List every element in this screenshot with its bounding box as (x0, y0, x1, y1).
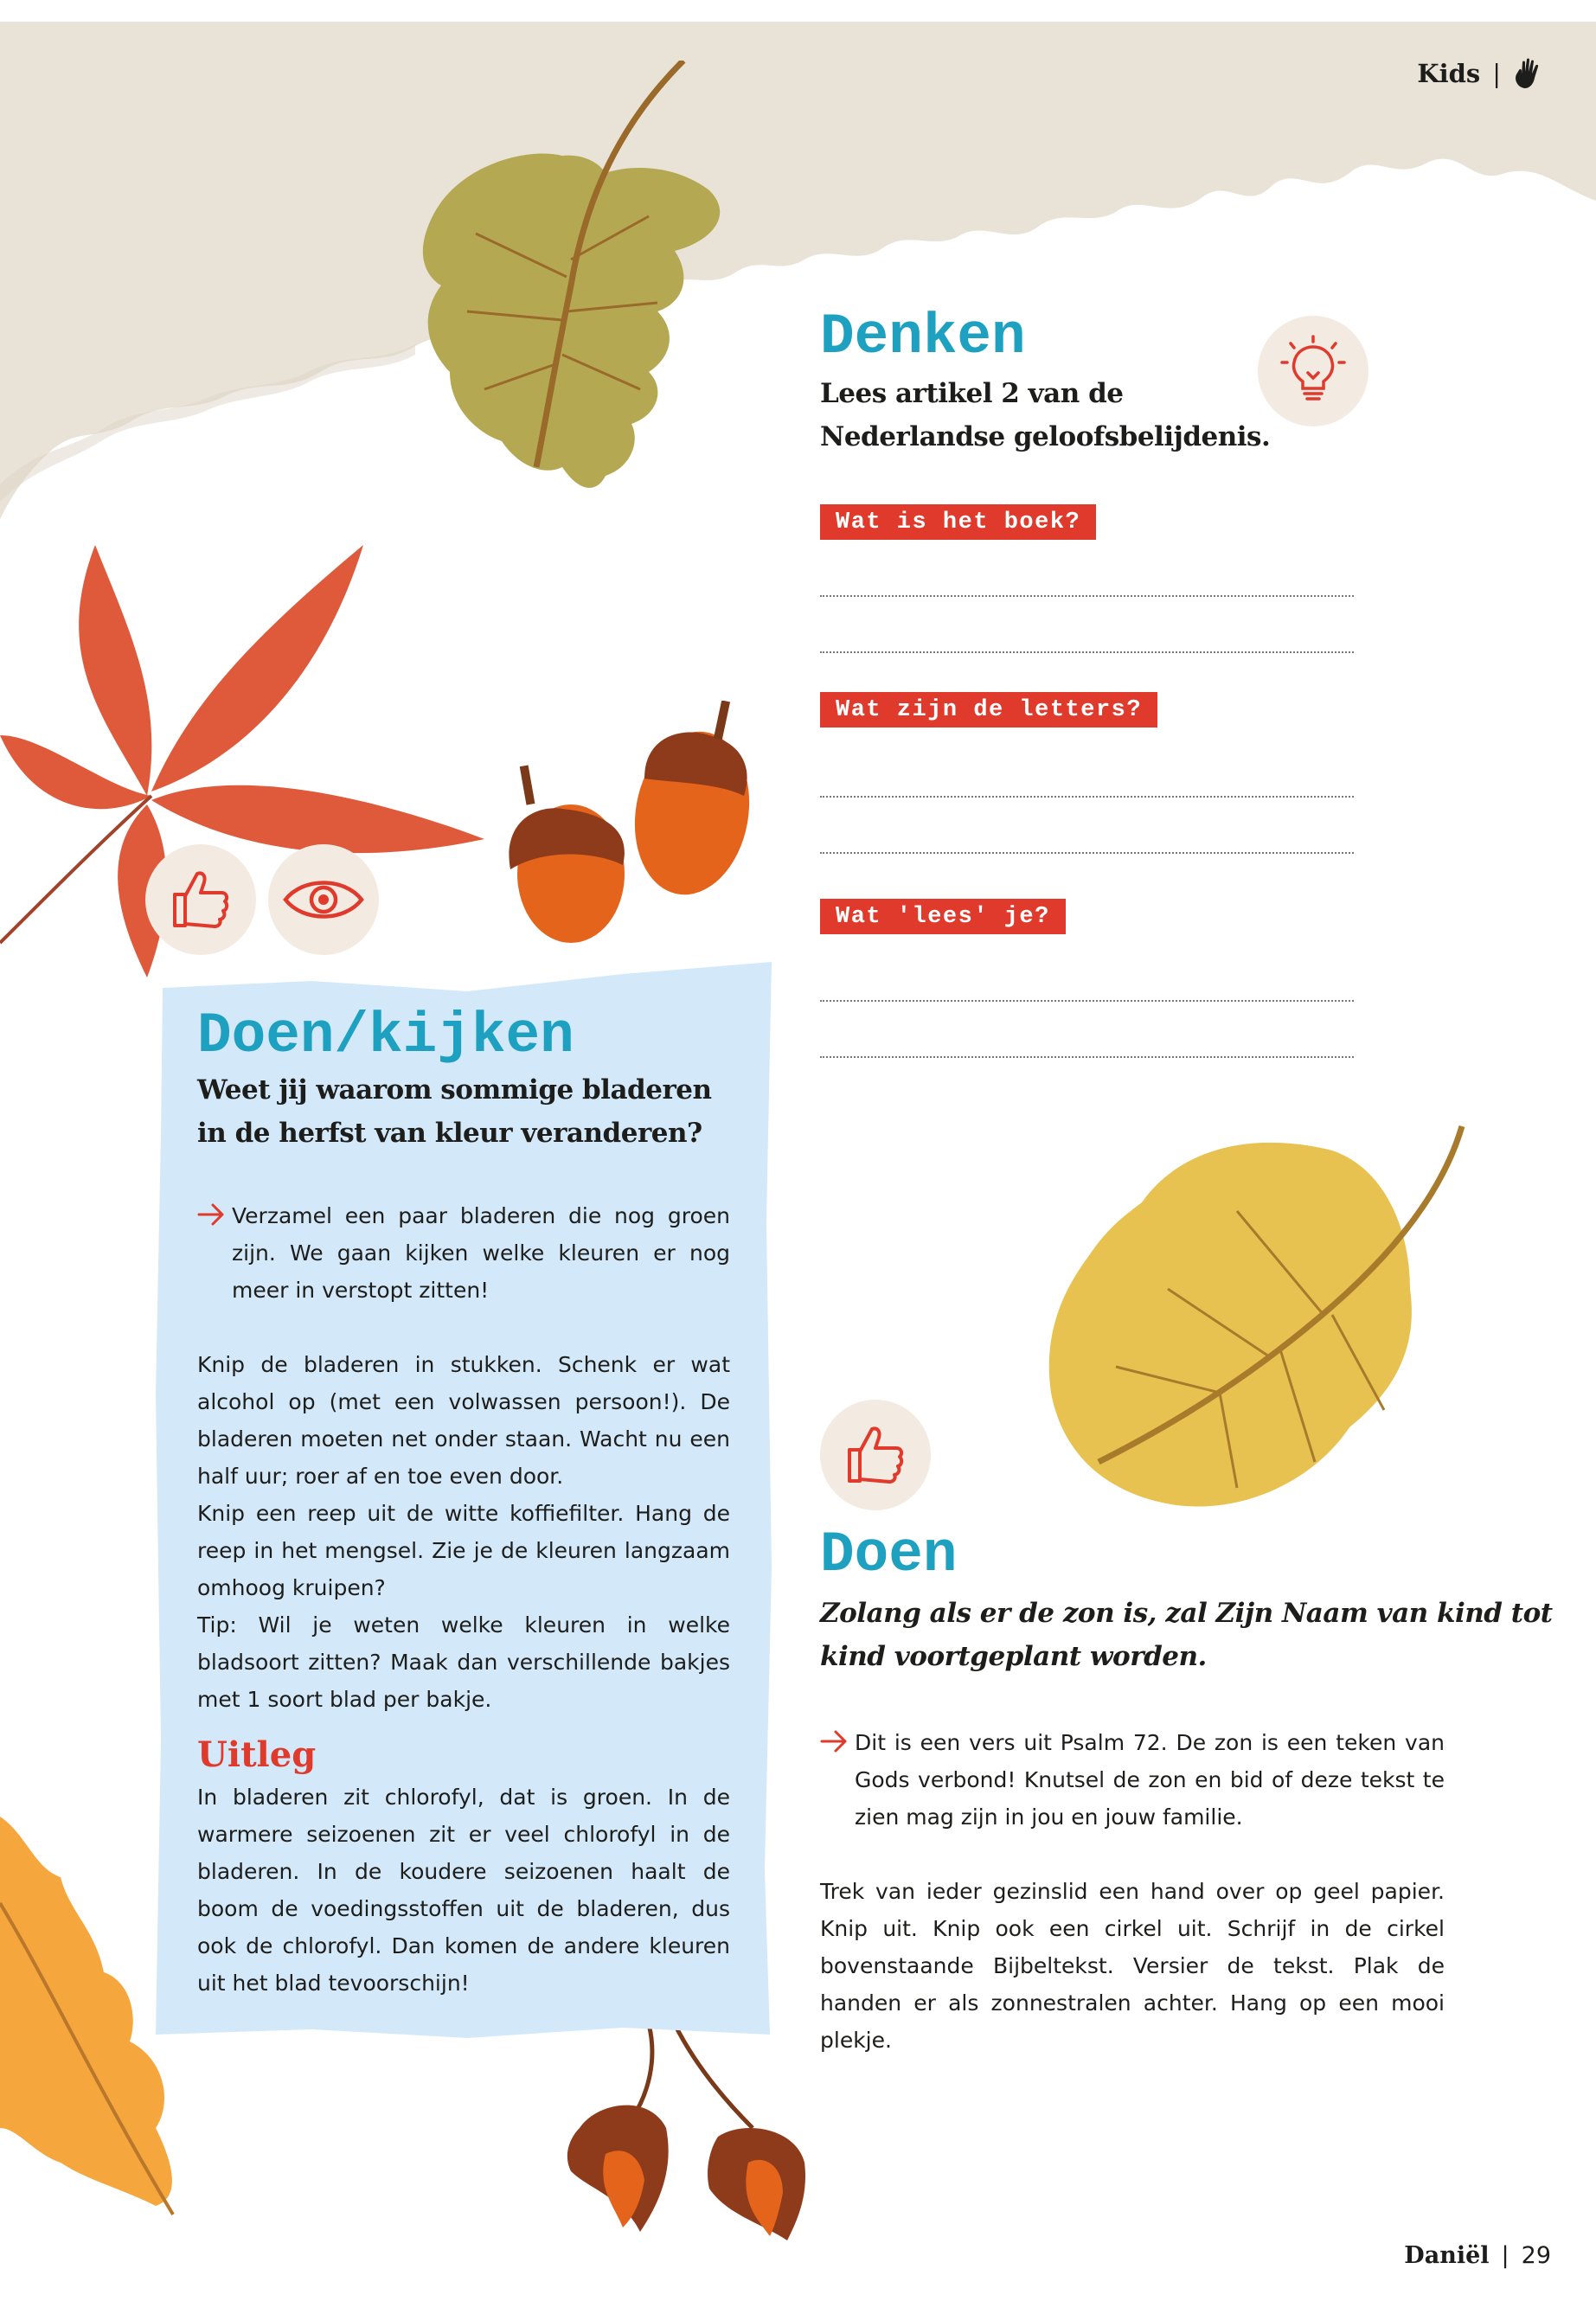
paragraph: Knip de bladeren in stukken. Schenk er wat alcohol op (met een volwassen persoon!). De bladeren moeten net onder staan. Wacht nu een half uur; roer af en toe even door. (197, 1352, 730, 1489)
uitleg-title: Uitleg (197, 1734, 317, 1775)
answer-line[interactable] (820, 852, 1354, 854)
eye-badge (268, 844, 379, 955)
answer-line[interactable] (820, 1056, 1354, 1058)
bullet-text: Dit is een vers uit Psalm 72. De zon is een teken van Gods verbond! Knutsel de zon en bid of deze tekst te zien mag zijn in jou en jouw familie. (855, 1730, 1445, 1830)
acorns-illustration (484, 701, 796, 986)
arrow-right-icon (820, 1729, 848, 1753)
denken-title: Denken (820, 304, 1026, 369)
denken-subtitle-line1: Lees artikel 2 van de (820, 378, 1124, 409)
thumbs-up-badge (145, 844, 256, 955)
doen-kijken-body (197, 1197, 730, 2002)
thumbs-up-icon (843, 1422, 908, 1488)
arrow-right-icon (197, 1202, 225, 1227)
doen-quote (820, 1592, 1553, 1678)
section-header (1417, 57, 1544, 90)
answer-line[interactable] (820, 595, 1354, 597)
answer-line[interactable] (820, 1000, 1354, 1002)
doen-quote-line2: kind voortgeplant worden. (820, 1641, 1207, 1672)
doen-title: Doen (820, 1522, 958, 1587)
page-number: 29 (1521, 2242, 1551, 2269)
doen-body (820, 1724, 1445, 2059)
paragraph: Tip: Wil je weten welke kleuren in welke bladsoort zitten? Maak dan verschillende bakjes met 1 soort blad per bakje. (197, 1612, 730, 1712)
magazine-name: Daniël (1404, 2242, 1490, 2269)
answer-line[interactable] (820, 796, 1354, 798)
instruction-bullet (197, 1197, 730, 1309)
yellow-leaf-illustration (1038, 1116, 1471, 1531)
doen-kijken-subtitle-line1: Weet jij waarom sommige bladeren (197, 1074, 712, 1106)
seed-pods-illustration (536, 2024, 848, 2240)
page-footer (1404, 2242, 1551, 2269)
denken-subtitle-line2: Nederlandse geloofsbelijdenis. (820, 421, 1271, 452)
paragraph: Trek van ieder gezinslid een hand over op geel papier. Knip uit. Knip ook een cirkel uit. Schrijf in de cirkel bovenstaande Bijbeltekst. Versier de tekst. Plak de handen er als zonnestralen achter. Hang op een mooi plekje. (820, 1879, 1445, 2053)
lightbulb-icon (1279, 335, 1348, 407)
question-label-letters: Wat zijn de letters? (820, 692, 1157, 727)
green-leaf-illustration (303, 61, 787, 580)
doen-kijken-title: Doen/kijken (197, 1003, 574, 1068)
answer-line[interactable] (820, 651, 1354, 653)
doen-kijken-subtitle (197, 1068, 712, 1155)
question-label-boek: Wat is het boek? (820, 504, 1096, 540)
instruction-bullet (820, 1724, 1445, 1836)
section-label: Kids (1417, 59, 1481, 88)
header-separator: | (1492, 59, 1501, 88)
doen-quote-line1: Zolang als er de zon is, zal Zijn Naam van kind tot (820, 1598, 1553, 1629)
uitleg-text: In bladeren zit chlorofyl, dat is groen. In de warmere seizoenen zit er veel chlorofyl in de bladeren. In de koudere seizoenen haalt de boom de voedingsstoffen uit de bladeren, dus ook de chlorofyl. Dan komen de andere kleuren uit het blad tevoorschijn! (197, 1785, 730, 1996)
denken-subtitle (820, 372, 1270, 458)
thumbs-up-icon (168, 867, 234, 933)
question-label-lees: Wat 'lees' je? (820, 899, 1066, 934)
thumbs-up-badge-doen (820, 1400, 931, 1510)
bullet-text: Verzamel een paar bladeren die nog groen zijn. We gaan kijken welke kleuren er nog meer in verstopt zitten! (232, 1203, 730, 1303)
paragraph: Knip een reep uit de witte koffiefilter. Hang de reep in het mengsel. Zie je de kleuren langzaam omhoog kruipen? (197, 1501, 730, 1600)
doen-kijken-subtitle-line2: in de herfst van kleur veranderen? (197, 1118, 702, 1149)
footer-separator: | (1501, 2242, 1509, 2269)
lightbulb-badge (1258, 316, 1368, 426)
eye-icon (282, 874, 365, 926)
hand-icon (1513, 57, 1544, 90)
